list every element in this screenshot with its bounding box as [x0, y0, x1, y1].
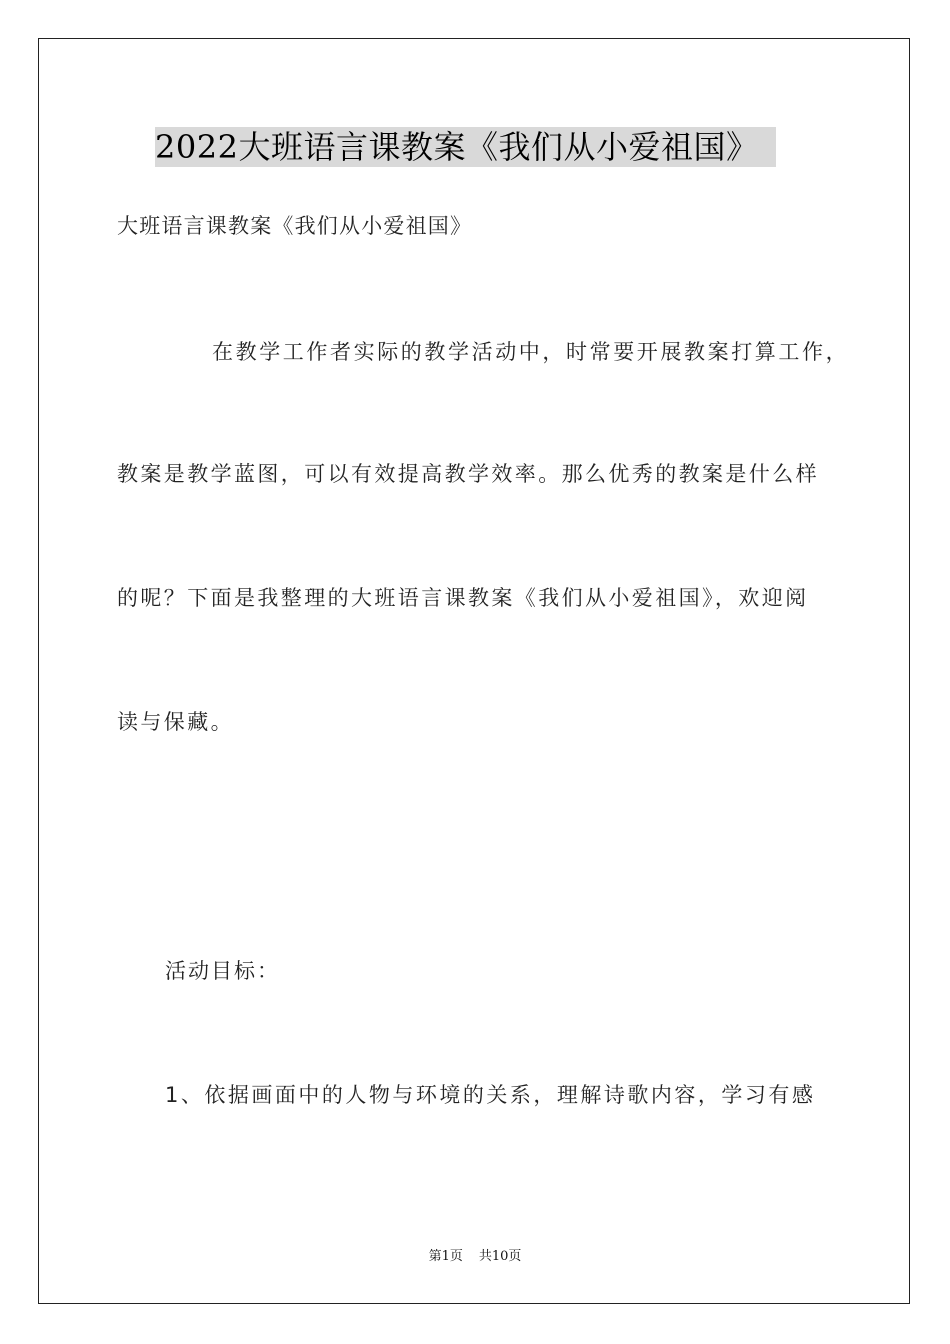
page-number-current: 第1页	[428, 1249, 463, 1264]
paragraph-subtitle: 大班语言课教案《我们从小爱祖国》	[117, 214, 473, 238]
paragraph-intro-line-4: 读与保藏。	[117, 710, 234, 734]
paragraph-intro-line-2: 教案是教学蓝图，可以有效提高教学效率。那么优秀的教案是什么样	[117, 462, 819, 486]
paragraph-intro-line-1: 在教学工作者实际的教学活动中，时常要开展教案打算工作，	[212, 340, 850, 364]
document-title: 2022大班语言课教案《我们从小爱祖国》	[155, 127, 776, 167]
page-number-total: 共10页	[478, 1249, 522, 1264]
section-heading-goals: 活动目标：	[165, 959, 280, 983]
paragraph-intro-line-3: 的呢？下面是我整理的大班语言课教案《我们从小爱祖国》，欢迎阅	[117, 586, 809, 610]
goal-item-1: 1、依据画面中的人物与环境的关系，理解诗歌内容，学习有感	[165, 1083, 816, 1107]
page-footer	[0, 1248, 950, 1266]
